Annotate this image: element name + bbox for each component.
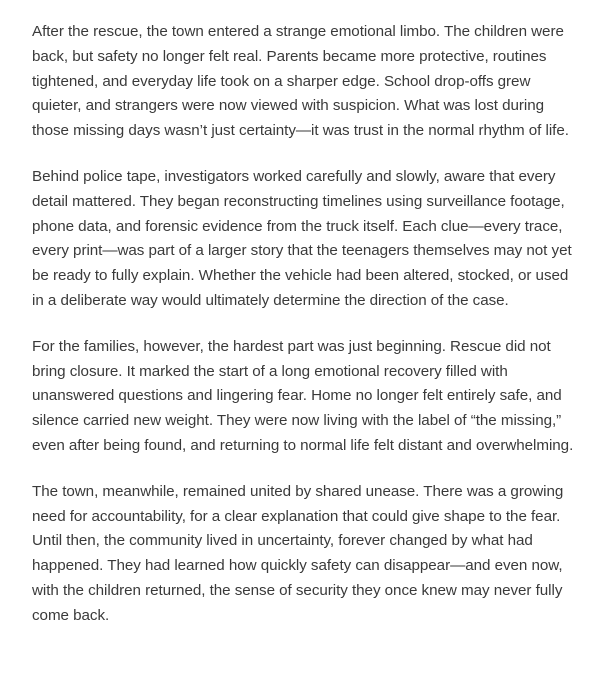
paragraph-town: The town, meanwhile, remained united by shared unease. There was a growing need for accountability, for a clear explanation that could give shape to the fear. Until then, the community lived in uncertainty, forever changed by what had happened. They had learned how quickly safety can disappear—and even now, with the children returned, the sense of security they once knew may never fully come back.: [32, 482, 564, 624]
paragraph-families: For the families, however, the hardest part was just beginning. Rescue did not bring closure. It marked the start of a long emotional recovery filled with unanswered questions and lingering fear. Home no longer felt entirely safe, and silence carried new weight. They were now living with the label of “the missing,” even after being found, and returning to normal life felt distant and overwhelming.: [32, 337, 574, 454]
paragraph-aftermath: After the rescue, the town entered a strange emotional limbo. The children were back, but safety no longer felt real. Parents became more protective, routines tightened, and everyday life took on a sharper edge. School drop-offs grew quieter, and strangers were now viewed with suspicion. What was lost during those missing days wasn’t just certainty—it was trust in the normal rhythm of life.: [32, 23, 569, 140]
paragraph-investigation: Behind police tape, investigators worked carefully and slowly, aware that every detail mattered. They began reconstructing timelines using surveillance footage, phone data, and forensic evidence from the truck itself. Each clue—every trace, every print—was part of a larger story that the teenagers themselves may not yet be ready to fully explain. Whether the vehicle had been altered, stocked, or used in a deliberate way would ultimately determine the direction of the case.: [32, 167, 572, 309]
